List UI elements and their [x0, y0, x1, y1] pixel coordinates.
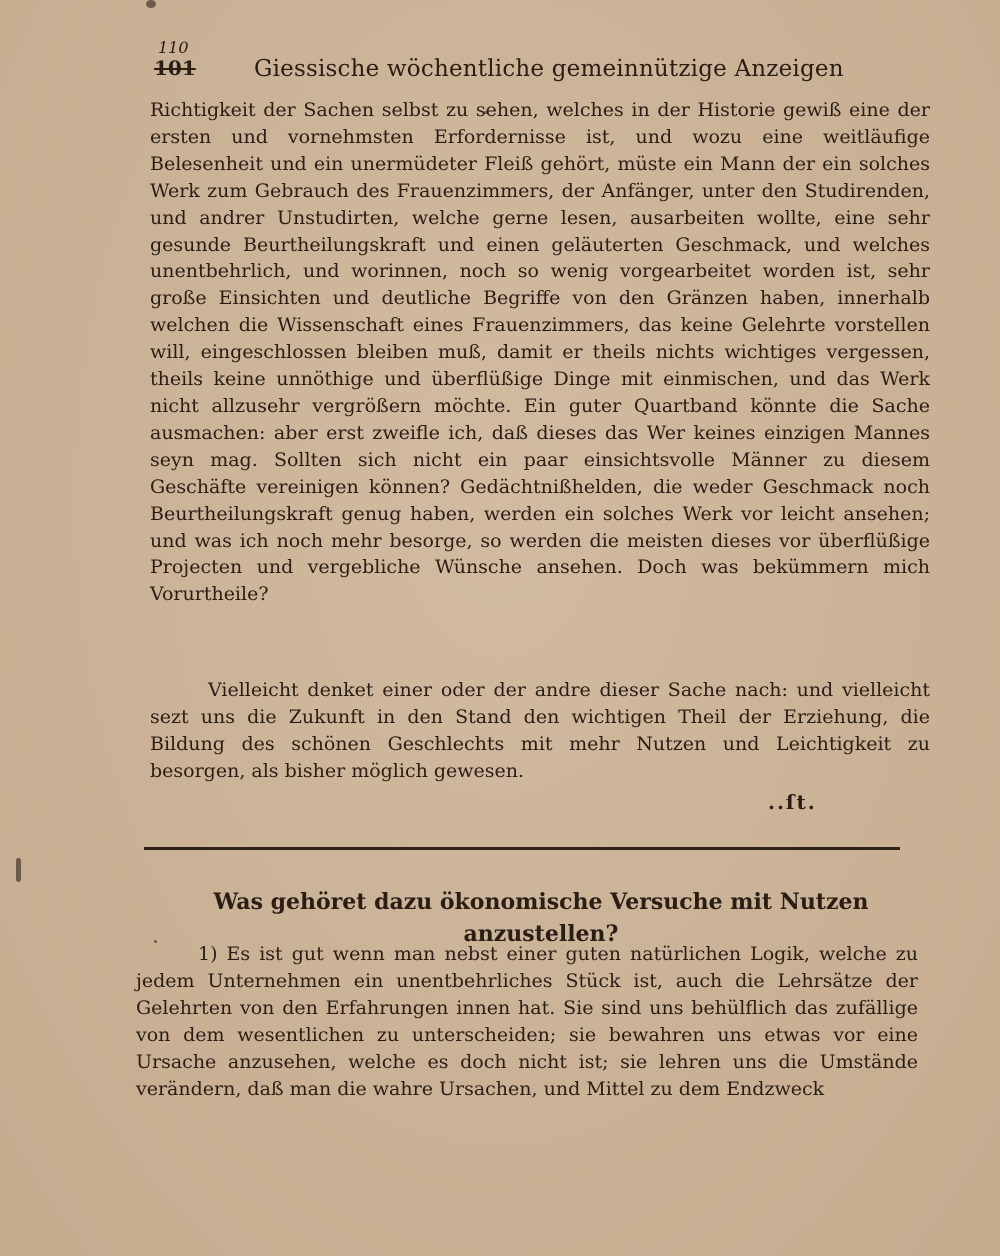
- author-signature: ..ſt.: [768, 790, 817, 814]
- article-paragraph: 1) Es ist gut wenn man nebst einer guten natürlichen Logik, welche zu jedem Unternehmen ein unentbehrliches Stück ist, auch die Lehrsätze der Gelehrten von den Erfahrungen innen hat. Sie sind uns behülflich das zufällige von dem wesentlichen zu unterscheiden; sie bewahren uns etwas vor eine Ursache anzusehen, welche es doch nicht ist; sie lehren uns die Umstände verändern, daß man die wahre Ursachen, und Mittel zu dem Endzweck: [136, 943, 918, 1100]
- section-divider: [144, 847, 900, 850]
- ink-speck: [146, 0, 156, 8]
- page-header: [152, 38, 932, 88]
- page-number-old: 101: [154, 56, 196, 80]
- ink-speck: [16, 858, 21, 882]
- page-number-new: 110: [158, 38, 189, 57]
- body-paragraph: Vielleicht denket einer oder der andre dieser Sache nach: und vielleicht sezt uns die Zukunft in den Stand den wichtigen Theil der Erziehung, die Bildung des schönen Geschlechts mit mehr Nutzen und Leichtigkeit zu besorgen, als bisher möglich gewesen.: [150, 679, 930, 782]
- article-title: Was gehöret dazu ökonomische Versuche mit Nutzen anzustellen?: [213, 889, 869, 947]
- body-paragraph: Richtigkeit der Sachen selbst zu sehen, welches in der Historie gewiß eine der ersten und vornehmsten Erfordernisse ist, und wozu eine weitläufige Belesenheit und ein unermüdeter Fleiß gehört, müste ein Mann der ein solches Werk zum Gebrauch des Frauenzimmers, der Anfänger, unter den Studirenden, und andrer Unstudirten, welche gerne lesen, ausarbeiten wollte, eine sehr gesunde Beurtheilungskraft und einen geläuterten Geschmack, und welches unentbehrlich, und worinnen, noch so wenig vorgearbeitet worden ist, sehr große Einsichten und deutliche Begriffe von den Gränzen haben, innerhalb welchen die Wissenschaft eines Frauenzimmers, das keine Gelehrte vorstellen will, eingeschlossen bleiben muß, damit er theils nichts wichtiges vergessen, theils keine unnöthige und überflüßige Dinge mit einmischen, und das Werk nicht allzusehr vergrößern möchte. Ein guter Quartband könnte die Sache ausmachen: aber erst zweifle ich, daß dieses das Wer keines einzigen Mannes seyn mag. Sollten sich nicht ein paar einsichtsvolle Männer zu diesem Geschäfte vereinigen können? Gedächtnißhelden, die weder Geschmack noch Beurtheilungskraft genug haben, werden ein solches Werk vor leicht ansehen; und was ich noch mehr besorge, so werden die meisten dieses vor überflüßige Projecten und vergebliche Wünsche ansehen. Doch was bekümmern mich Vorurtheile?: [150, 99, 930, 606]
- running-head: Giessische wöchentliche gemeinnützige Anzeigen: [254, 56, 844, 82]
